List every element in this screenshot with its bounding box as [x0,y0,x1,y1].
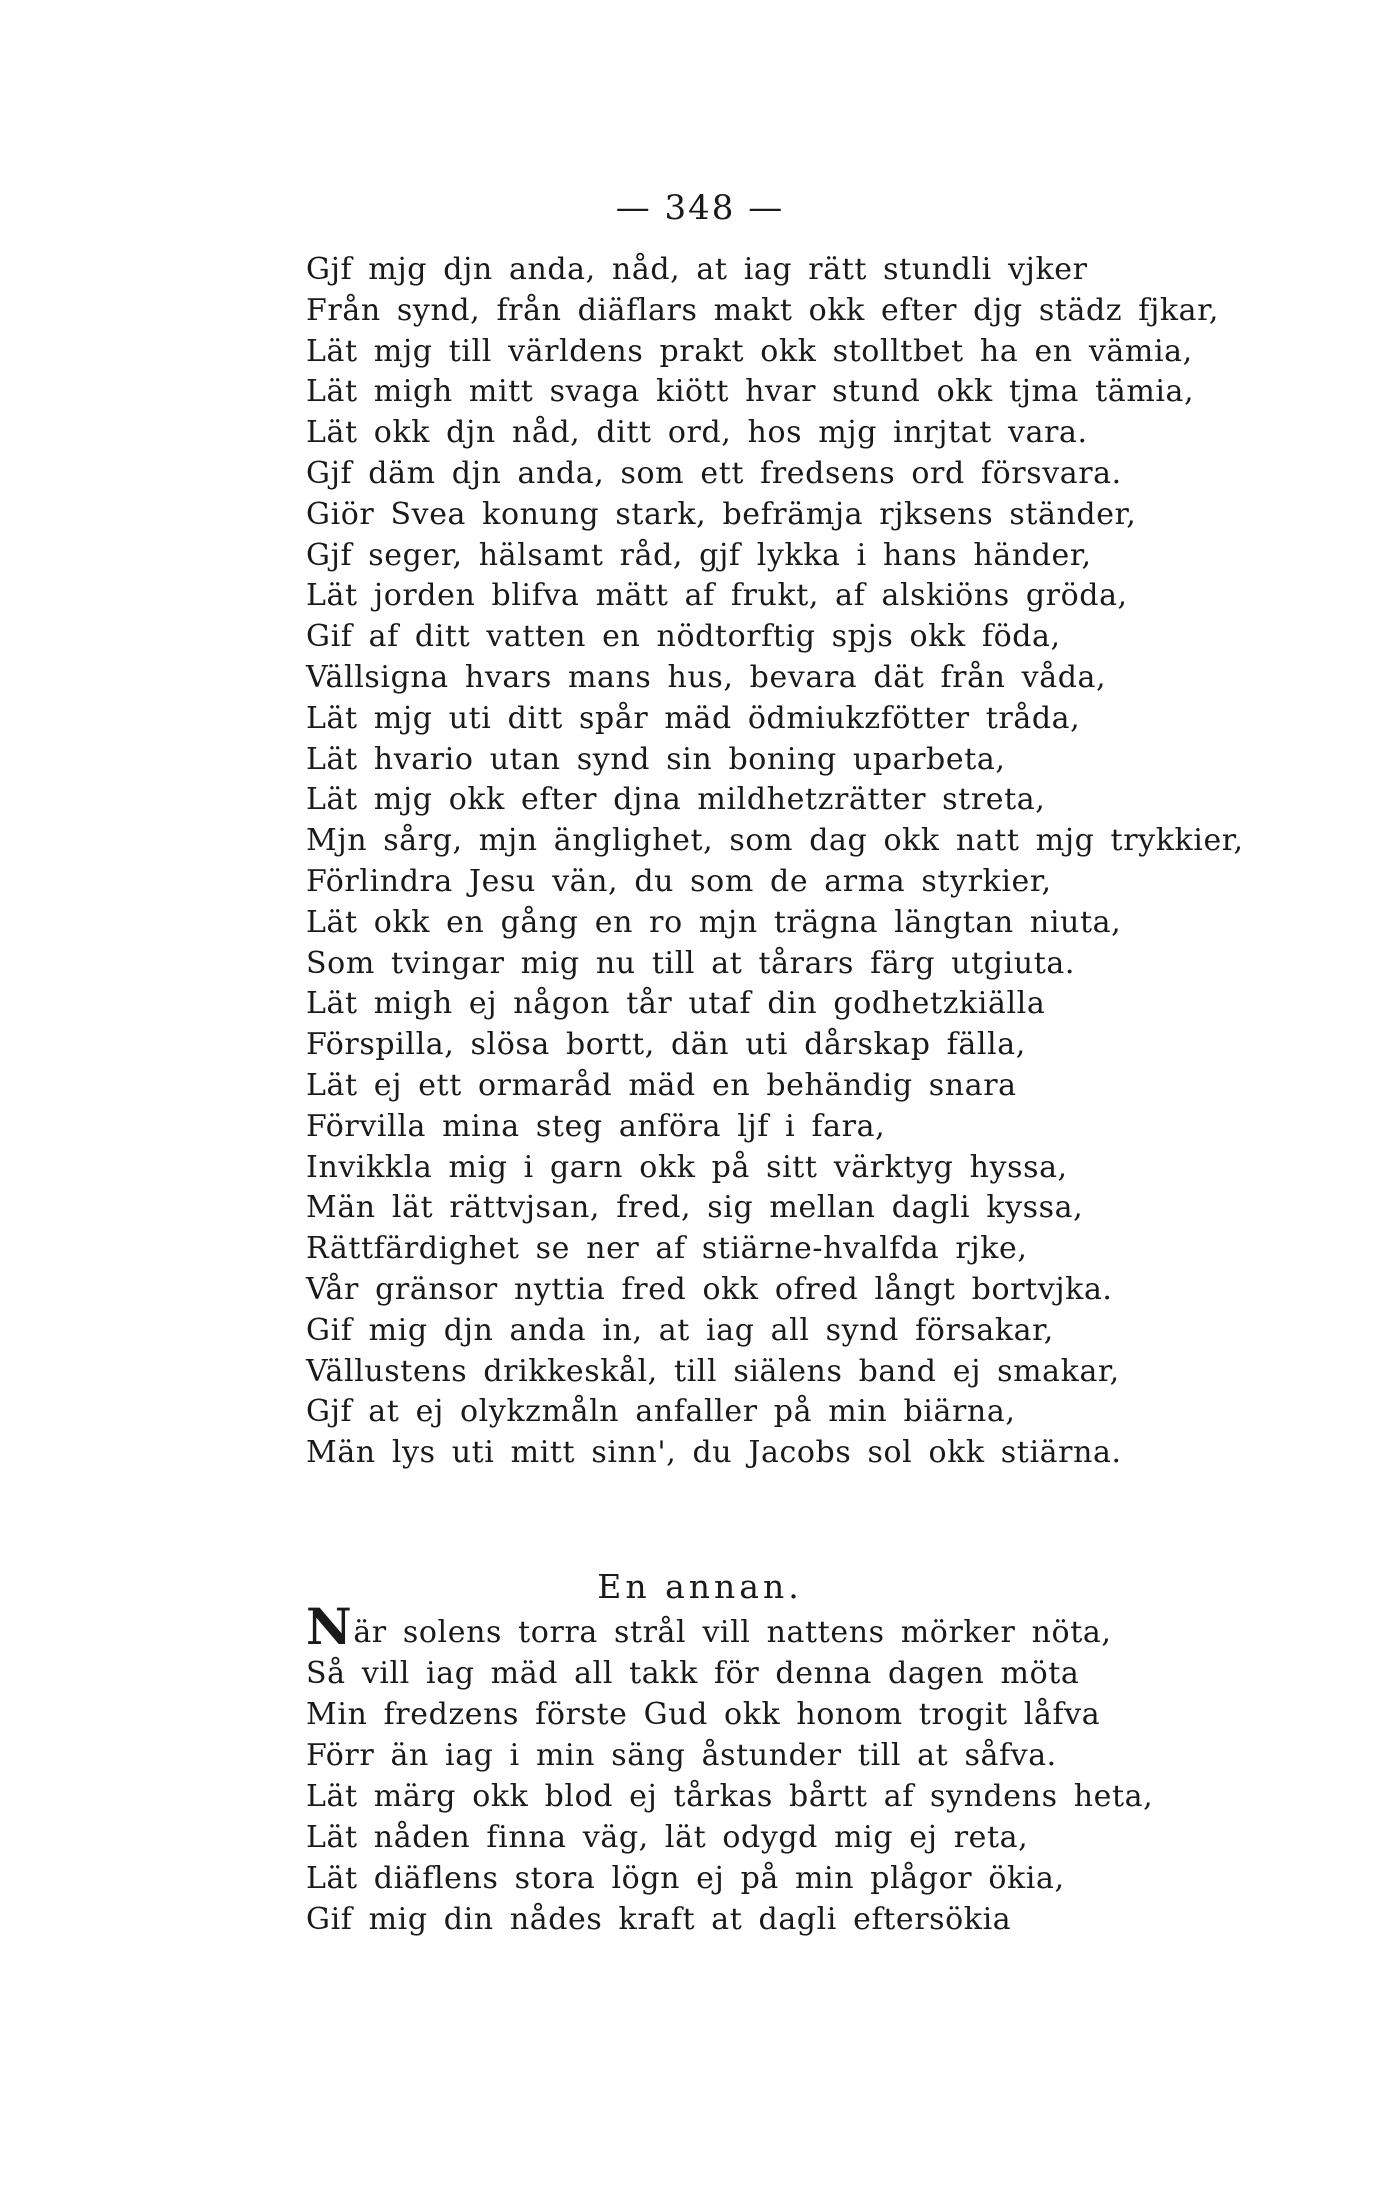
poem-line: Gjf däm djn anda, som ett fredsens ord försvara. [306,455,1122,491]
poem-line: Vår gränsor nyttia fred okk ofred långt bortvjka. [306,1271,1113,1307]
poem-line: Gjf mjg djn anda, nåd, at iag rätt stundli vjker [306,252,1088,287]
poem-line: Från synd, från diäflars makt okk efter djg städz fjkar, [306,292,1219,328]
poem-line: Rättfärdighet se ner af stiärne-hvalfda rjke, [306,1231,1028,1267]
poem-line: Lät märg okk blod ej tårkas bårtt af syndens heta, [306,1779,1154,1814]
poem-line: Gif af ditt vatten en nödtorftig spjs okk föda, [306,619,1061,655]
poem-line: Män lät rättvjsan, fred, sig mellan dagli kyssa, [306,1190,1084,1226]
poem-line: Förvilla mina steg anföra ljf i fara, [306,1108,886,1144]
page-number: — 348 — [615,188,785,228]
poem-line: Förspilla, slösa bortt, dän uti dårskap fälla, [306,1027,1026,1063]
poem-first-line-text: är solens torra strål vill nattens mörker nöta, [353,1615,1112,1650]
poem-line: Gjf seger, hälsamt råd, gjf lykka i hans händer, [306,537,1092,573]
drop-cap: N [306,1597,353,1656]
poem-line: Gif mig djn anda in, at iag all synd försakar, [306,1312,1054,1348]
poem-line: Mjn sårg, mjn änglighet, som dag okk natt mjg trykkier, [306,823,1244,859]
section-title: En annan. [597,1567,803,1606]
poem-line: Vällsigna hvars mans hus, bevara dät från våda, [306,659,1107,695]
poem-line: Giör Svea konung stark, befrämja rjksens ständer, [306,496,1137,532]
poem-line: Min fredzens förste Gud okk honom trogit låfva [306,1697,1101,1732]
poem-line: Förlindra Jesu vän, du som de arma styrkier, [306,863,1052,899]
poem-line: Lät ej ett ormaråd mäd en behändig snara [306,1067,1017,1103]
poem-stanza [306,250,1376,1474]
poem-line: Gif mig din nådes kraft at dagli eftersökia [306,1902,1012,1937]
poem-line: Lät mjg uti ditt spår mäd ödmiukzfötter tråda, [306,700,1081,736]
poem-line: Lät hvario utan synd sin boning uparbeta, [306,741,1006,777]
poem-line: Lät okk djn nåd, ditt ord, hos mjg inrjtat vara. [306,415,1088,451]
poem-line: Lät jorden blifva mätt af frukt, af alskiöns gröda, [306,578,1128,614]
poem-line: Lät diäflens stora lögn ej på min plågor ökia, [306,1861,1065,1896]
poem-line: Män lys uti mitt sinn', du Jacobs sol okk stiärna. [306,1435,1122,1471]
poem-line: Lät migh ej någon tår utaf din godhetzkiälla [306,986,1046,1022]
poem-first-line [306,1597,1376,1656]
poem-line: Lät okk en gång en ro mjn trägna längtan niuta, [306,904,1122,940]
second-poem-stanza [306,1597,1376,1940]
poem-line: Gjf at ej olykzmåln anfaller på min biärna, [306,1394,1016,1430]
poem-line: Lät nåden finna väg, lät odygd mig ej reta, [306,1820,1029,1855]
poem-line: Lät mjg till världens prakt okk stolltbet ha en vämia, [306,333,1193,369]
poem-line: Vällustens drikkeskål, till siälens band ej smakar, [306,1353,1120,1389]
poem-line: Som tvingar mig nu till at tårars färg utgiuta. [306,945,1075,981]
poem-line: Så vill iag mäd all takk för denna dagen möta [306,1656,1080,1691]
poem-line: Lät mjg okk efter djna mildhetzrätter streta, [306,782,1046,818]
poem-line: Förr än iag i min säng åstunder till at såfva. [306,1738,1057,1773]
poem-line: Lät migh mitt svaga kiött hvar stund okk tjma tämia, [306,374,1195,410]
poem-line: Invikkla mig i garn okk på sitt värktyg hyssa, [306,1149,1068,1185]
